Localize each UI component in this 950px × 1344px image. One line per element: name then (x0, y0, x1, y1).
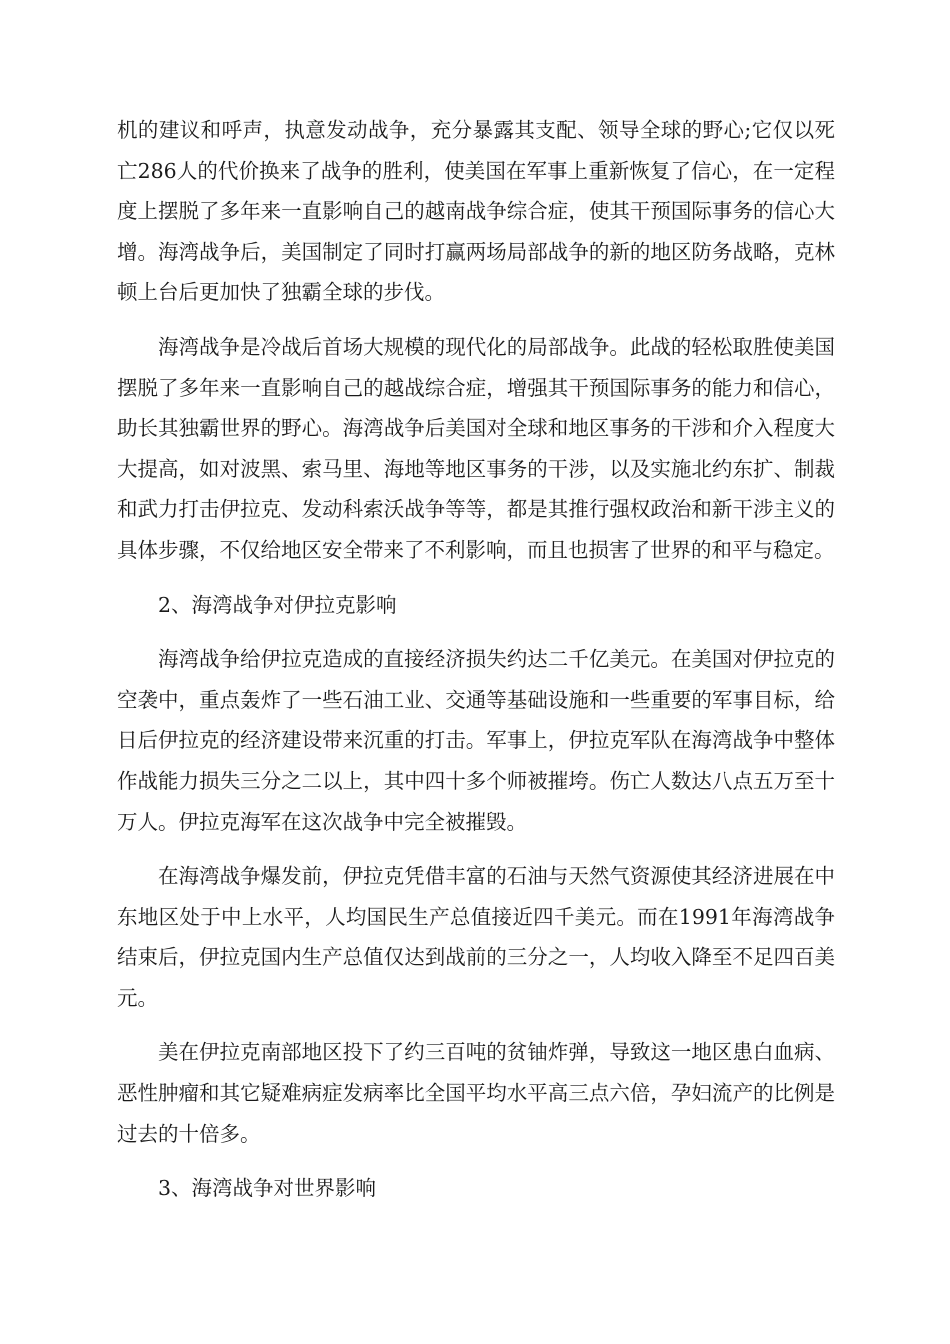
paragraph-iraq-economic-loss: 海湾战争给伊拉克造成的直接经济损失约达二千亿美元。在美国对伊拉克的空袭中，重点轰炸了一些石油工业、交通等基础设施和一些重要的军事目标，给日后伊拉克的经济建设带来沉重的打击。军事上，伊拉克军队在海湾战争中整体作战能力损失三分之二以上，其中四十多个师被摧垮。伤亡人数达八点五万至十万人。伊拉克海军在这次战争中完全被摧毁。 (117, 647, 835, 834)
paragraph-us-confidence: 机的建议和呼声，执意发动战争，充分暴露其支配、领导全球的野心;它仅以死亡286人的代价换来了战争的胜利，使美国在军事上重新恢复了信心，在一定程度上摆脱了多年来一直影响自己的越南战争综合症，使其干预国际事务的信心大增。海湾战争后，美国制定了同时打赢两场局部战争的新的地区防务战略，克林顿上台后更加快了独霸全球的步伐。 (117, 118, 835, 305)
paragraph-cold-war-local-war: 海湾战争是冷战后首场大规模的现代化的局部战争。此战的轻松取胜使美国摆脱了多年来一直影响自己的越战综合症，增强其干预国际事务的能力和信心，助长其独霸世界的野心。海湾战争后美国对全球和地区事务的干涉和介入程度大大提高，如对波黑、索马里、海地等地区事务的干涉，以及实施北约东扩、制裁和武力打击伊拉克、发动科索沃战争等等，都是其推行强权政治和新干涉主义的具体步骤，不仅给地区安全带来了不利影响，而且也损害了世界的和平与稳定。 (117, 334, 835, 562)
section-heading-iraq-impact: 2、海湾战争对伊拉克影响 (158, 592, 397, 617)
section-heading-world-impact: 3、海湾战争对世界影响 (158, 1176, 377, 1201)
paragraph-iraq-pre-war-economy: 在海湾战争爆发前，伊拉克凭借丰富的石油与天然气资源使其经济进展在中东地区处于中上水平，人均国民生产总值接近四千美元。而在1991年海湾战争结束后，伊拉克国内生产总值仅达到战前的三分之一，人均收入降至不足四百美元。 (117, 864, 835, 1010)
document-page (117, 110, 835, 1223)
paragraph-depleted-uranium: 美在伊拉克南部地区投下了约三百吨的贫铀炸弹，导致这一地区患白血病、恶性肿瘤和其它疑难病症发病率比全国平均水平高三点六倍，孕妇流产的比例是过去的十倍多。 (117, 1040, 835, 1146)
